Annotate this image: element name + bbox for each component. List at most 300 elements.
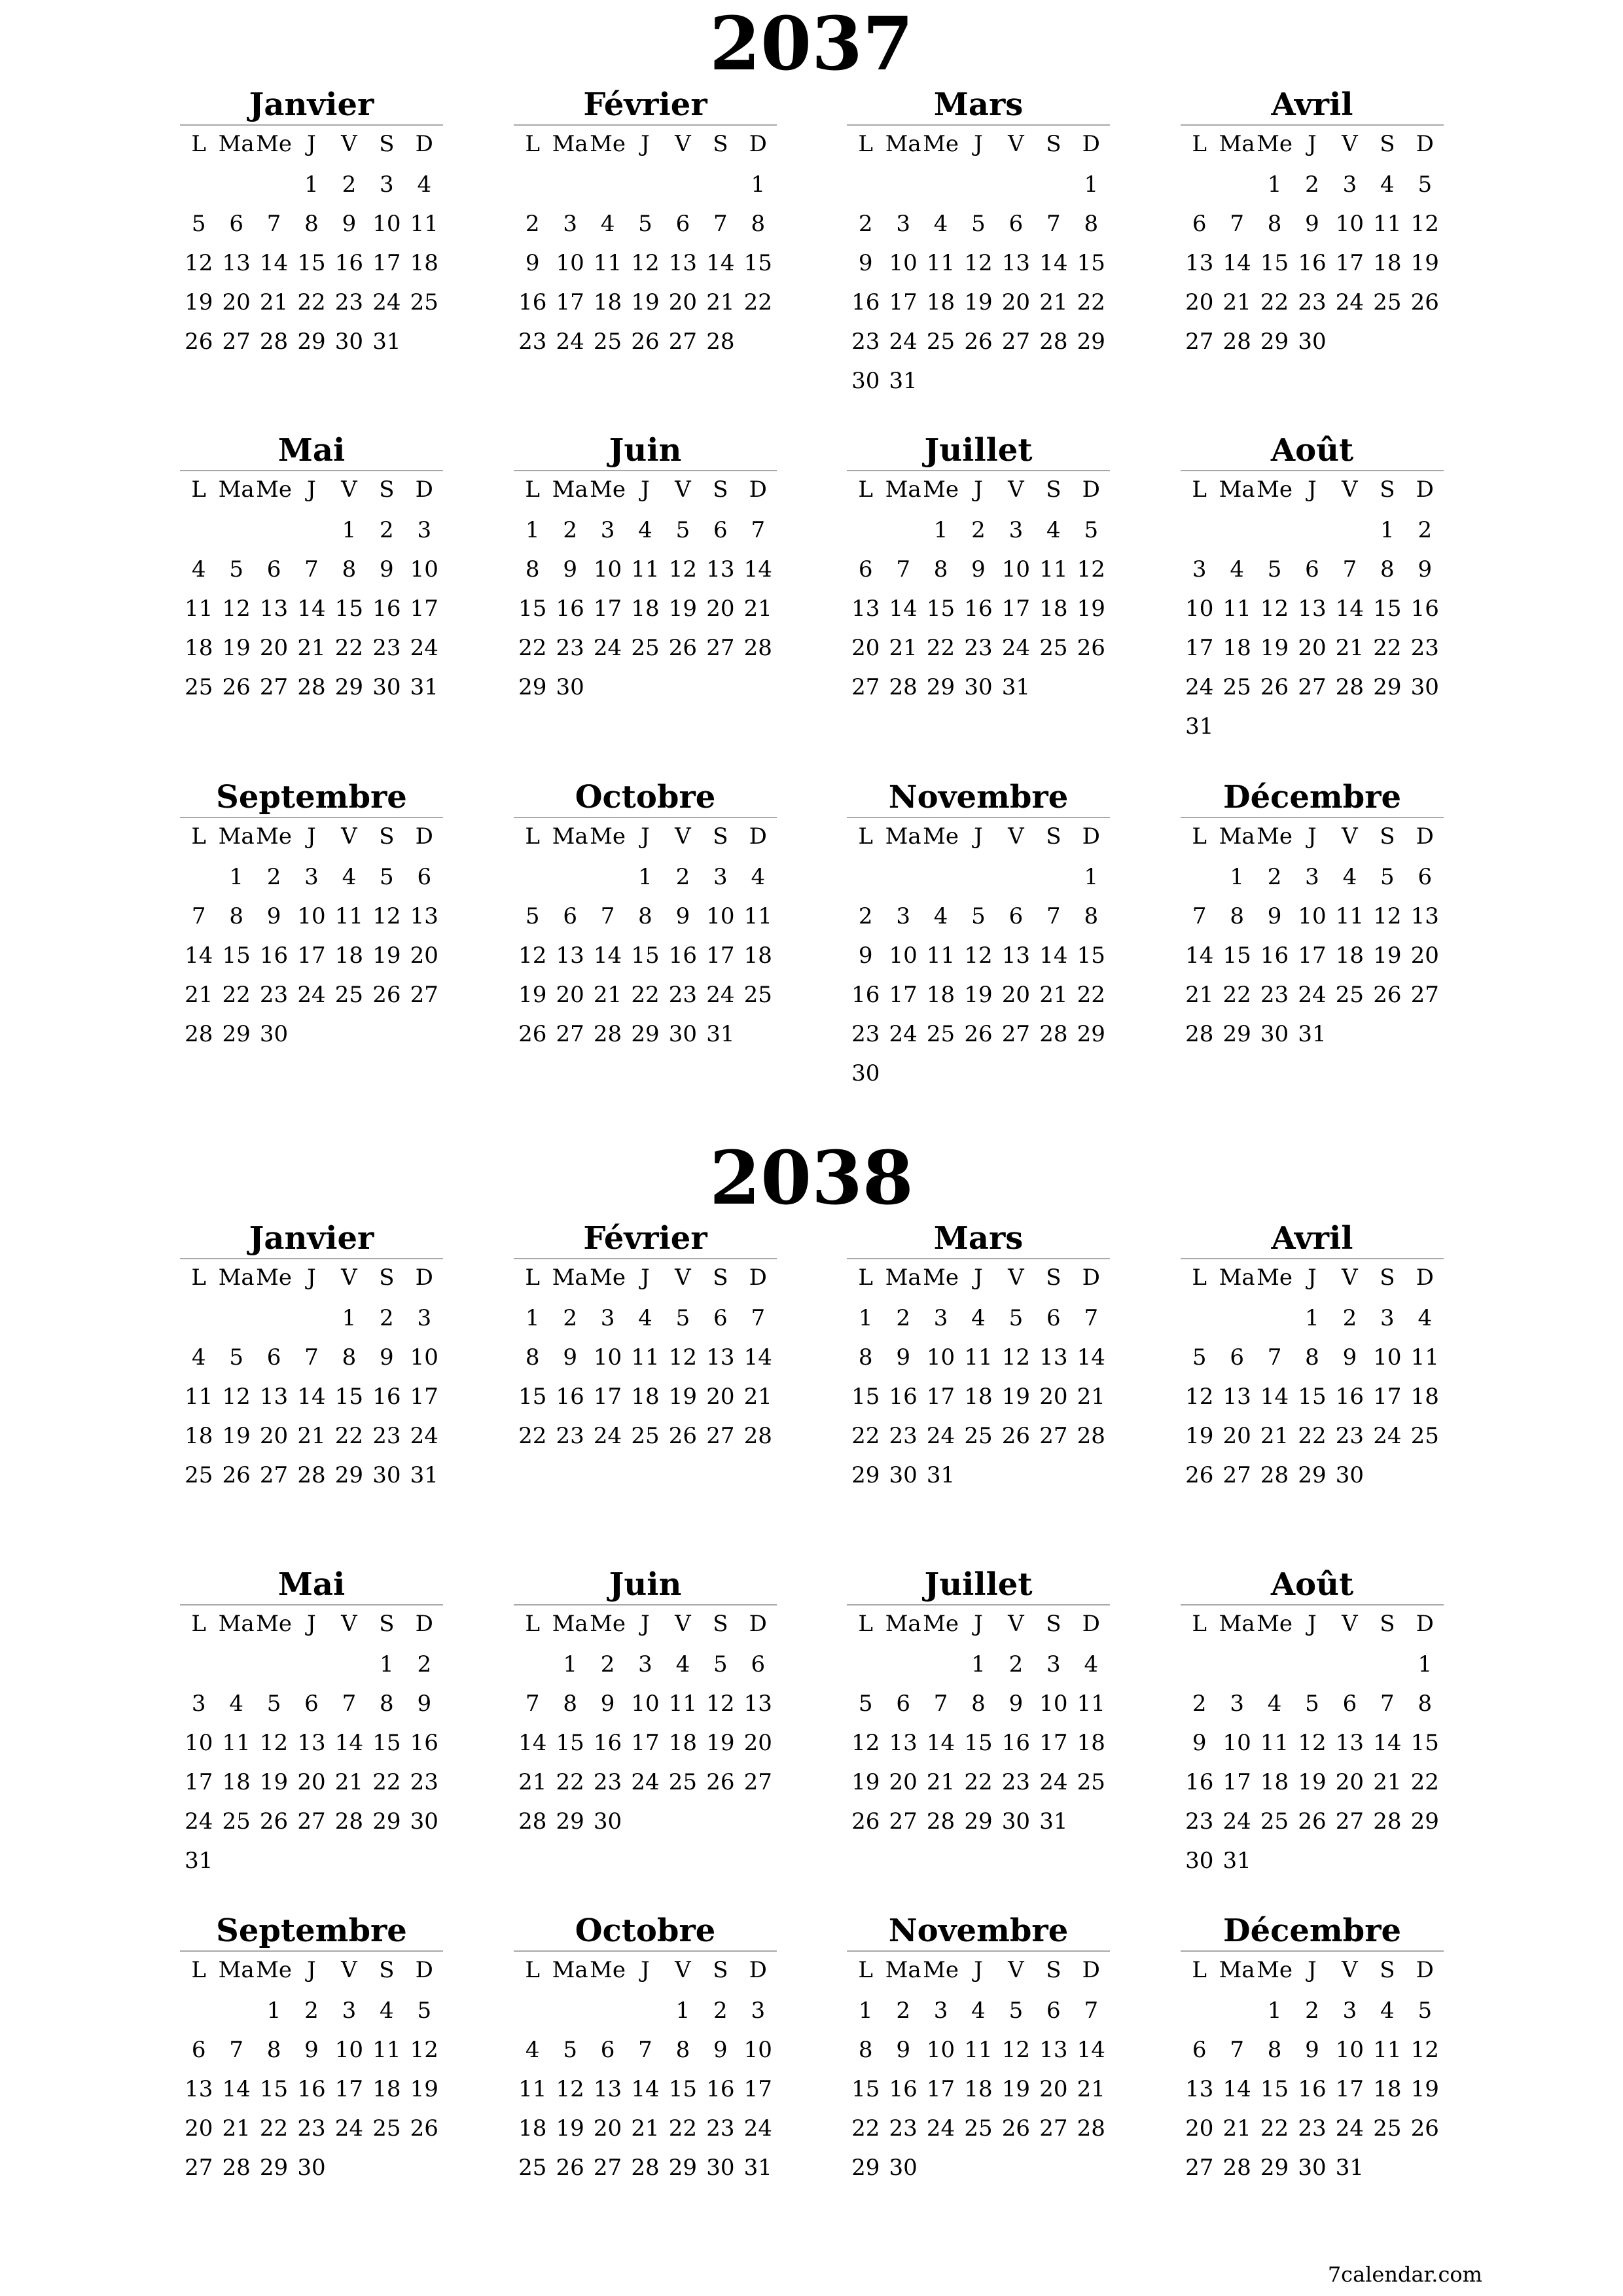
day-cell: 27 — [1039, 1423, 1068, 1449]
day-cell: 13 — [593, 2076, 622, 2102]
weekday-header: J — [974, 1611, 983, 1637]
day-cell: 23 — [851, 1021, 880, 1047]
day-cell: 10 — [372, 211, 401, 237]
day-cell: 3 — [1342, 1998, 1357, 2024]
day-cell: 22 — [1077, 289, 1105, 315]
month-block — [514, 1911, 777, 2187]
day-cell: 9 — [563, 1344, 577, 1371]
day-cell: 11 — [743, 903, 772, 929]
day-cell: 28 — [926, 1808, 955, 1835]
empty-day-cell — [589, 1991, 626, 2030]
weekday-header: L — [1192, 1611, 1207, 1637]
day-cell: 30 — [410, 1808, 438, 1835]
day-cell: 4 — [1046, 517, 1061, 543]
weekday-header: S — [1380, 1265, 1395, 1291]
day-cell: 13 — [259, 1384, 289, 1410]
day-cell: 4 — [600, 211, 615, 237]
day-cell: 25 — [631, 635, 660, 661]
day-cell: 1 — [858, 1998, 873, 2024]
day-cell: 6 — [1046, 1998, 1061, 2024]
day-cell: 12 — [964, 250, 993, 276]
weekday-header: Ma — [218, 1611, 255, 1637]
day-cell: 2 — [600, 1651, 615, 1677]
day-cell: 17 — [334, 2076, 364, 2102]
day-cell: 8 — [342, 1344, 357, 1371]
weekday-header: Me — [923, 1265, 959, 1291]
day-cell: 16 — [556, 596, 584, 622]
weekday-header: Ma — [218, 1957, 255, 1983]
weekday-header: J — [1308, 1957, 1317, 1983]
day-cell: 8 — [1084, 903, 1099, 929]
day-cell: 6 — [1046, 1305, 1061, 1331]
month-block — [1181, 1911, 1444, 2187]
day-cell: 8 — [525, 556, 540, 583]
day-cell: 8 — [675, 2037, 690, 2063]
day-cell: 20 — [222, 289, 251, 315]
day-cell: 16 — [1298, 2076, 1327, 2102]
day-cell: 8 — [266, 2037, 281, 2063]
day-cell: 23 — [372, 1423, 401, 1449]
day-cell: 27 — [1185, 2155, 1214, 2181]
day-cell: 30 — [1260, 1021, 1289, 1047]
day-cell: 1 — [971, 1651, 986, 1677]
day-cell: 6 — [713, 517, 728, 543]
month-name: Mars — [933, 86, 1024, 123]
weekday-header: Me — [923, 823, 959, 850]
empty-day-cell — [959, 857, 997, 897]
day-cell: 10 — [1373, 1344, 1402, 1371]
weekday-header: L — [191, 476, 206, 503]
day-cell: 18 — [926, 289, 955, 315]
empty-day-cell — [1218, 1645, 1255, 1684]
day-cell: 29 — [556, 1808, 584, 1835]
day-cell: 22 — [668, 2115, 698, 2142]
day-cell: 17 — [1001, 596, 1031, 622]
day-cell: 1 — [229, 864, 243, 890]
weekday-header: Ma — [885, 476, 921, 503]
day-cell: 3 — [600, 1305, 615, 1331]
day-cell: 20 — [1001, 982, 1031, 1008]
day-cell: 18 — [1410, 1384, 1439, 1410]
empty-day-cell — [1181, 1645, 1218, 1684]
day-cell: 24 — [297, 982, 326, 1008]
weekday-header: V — [341, 1957, 357, 1983]
day-cell: 4 — [971, 1305, 986, 1331]
day-cell: 14 — [1222, 2076, 1251, 2102]
month-name: Février — [583, 86, 707, 123]
month-block — [180, 1911, 443, 2187]
day-cell: 20 — [1222, 1423, 1251, 1449]
weekday-header: L — [1192, 131, 1207, 157]
day-cell: 11 — [1077, 1691, 1105, 1717]
day-cell: 29 — [1410, 1808, 1439, 1835]
empty-day-cell — [997, 857, 1035, 897]
empty-day-cell — [551, 165, 588, 204]
weekday-header: D — [415, 823, 433, 850]
day-cell: 31 — [1001, 674, 1031, 700]
weekday-header: V — [1008, 476, 1024, 503]
day-cell: 13 — [1001, 250, 1031, 276]
day-cell: 3 — [380, 171, 394, 198]
day-cell: 25 — [518, 2155, 547, 2181]
day-cell: 7 — [751, 517, 766, 543]
month-block — [1181, 778, 1444, 1054]
day-cell: 7 — [713, 211, 728, 237]
day-cell: 17 — [593, 596, 622, 622]
day-cell: 5 — [525, 903, 540, 929]
day-cell: 17 — [889, 289, 918, 315]
day-cell: 27 — [1001, 1021, 1031, 1047]
month-block — [180, 1219, 443, 1495]
day-cell: 20 — [1039, 2076, 1068, 2102]
day-cell: 2 — [896, 1305, 910, 1331]
day-cell: 11 — [1260, 1730, 1289, 1756]
empty-day-cell — [1035, 857, 1072, 897]
empty-day-cell — [847, 1645, 884, 1684]
day-cell: 10 — [889, 250, 918, 276]
month-block — [514, 1565, 777, 1841]
day-cell: 24 — [593, 635, 622, 661]
weekday-header: Me — [1257, 476, 1293, 503]
day-cell: 25 — [372, 2115, 401, 2142]
day-cell: 18 — [668, 1730, 698, 1756]
month-name: Novembre — [888, 1912, 1069, 1949]
day-cell: 25 — [668, 1769, 698, 1795]
weekday-header: D — [415, 1957, 433, 1983]
day-cell: 25 — [410, 289, 438, 315]
weekday-header: D — [415, 476, 433, 503]
day-cell: 4 — [638, 517, 652, 543]
day-cell: 28 — [1373, 1808, 1402, 1835]
day-cell: 18 — [334, 942, 364, 969]
day-cell: 2 — [1008, 1651, 1024, 1677]
weekday-header: V — [675, 1957, 691, 1983]
day-cell: 21 — [1185, 982, 1214, 1008]
day-cell: 19 — [185, 289, 213, 315]
day-cell: 4 — [1267, 1691, 1282, 1717]
day-cell: 12 — [556, 2076, 584, 2102]
weekday-header: J — [1308, 1265, 1317, 1291]
empty-day-cell — [1218, 511, 1255, 550]
day-cell: 23 — [1298, 289, 1327, 315]
day-cell: 28 — [1185, 1021, 1214, 1047]
day-cell: 23 — [1185, 1808, 1214, 1835]
day-cell: 5 — [1008, 1998, 1024, 2024]
day-cell: 11 — [926, 250, 955, 276]
day-cell: 7 — [751, 1305, 766, 1331]
day-cell: 18 — [518, 2115, 547, 2142]
day-cell: 6 — [266, 556, 281, 583]
day-cell: 5 — [1192, 1344, 1207, 1371]
day-cell: 21 — [889, 635, 918, 661]
day-cell: 3 — [1230, 1691, 1244, 1717]
day-cell: 7 — [1046, 903, 1061, 929]
empty-day-cell — [589, 857, 626, 897]
day-cell: 12 — [668, 1344, 698, 1371]
weekday-header: D — [415, 1265, 433, 1291]
day-cell: 16 — [851, 982, 880, 1008]
day-cell: 25 — [926, 329, 955, 355]
day-cell: 7 — [304, 1344, 319, 1371]
day-grid — [180, 818, 443, 1054]
weekday-header: S — [713, 1265, 728, 1291]
empty-day-cell — [959, 165, 997, 204]
weekday-header: Me — [590, 823, 626, 850]
weekday-header: D — [749, 476, 767, 503]
day-cell: 29 — [851, 1462, 880, 1488]
weekday-header: Ma — [552, 476, 588, 503]
day-cell: 20 — [259, 635, 289, 661]
weekday-header: V — [1008, 1265, 1024, 1291]
day-cell: 18 — [964, 2076, 993, 2102]
weekday-header: S — [713, 476, 728, 503]
day-cell: 18 — [631, 596, 660, 622]
day-cell: 29 — [1260, 2155, 1289, 2181]
weekday-header: L — [1192, 1957, 1207, 1983]
day-cell: 20 — [889, 1769, 918, 1795]
day-cell: 22 — [518, 635, 547, 661]
day-cell: 18 — [1335, 942, 1364, 969]
day-cell: 9 — [380, 556, 394, 583]
day-cell: 12 — [1410, 211, 1439, 237]
weekday-header: L — [858, 131, 873, 157]
day-cell: 8 — [933, 556, 948, 583]
day-cell: 30 — [593, 1808, 622, 1835]
day-cell: 14 — [222, 2076, 251, 2102]
day-cell: 9 — [858, 942, 873, 969]
day-cell: 17 — [410, 1384, 438, 1410]
day-cell: 20 — [1001, 289, 1031, 315]
day-cell: 20 — [851, 635, 880, 661]
weekday-header: Me — [1257, 1611, 1293, 1637]
weekday-header: S — [1046, 476, 1061, 503]
day-cell: 22 — [222, 982, 251, 1008]
empty-day-cell — [1181, 857, 1218, 897]
day-cell: 9 — [1008, 1691, 1024, 1717]
weekday-header: S — [713, 823, 728, 850]
day-cell: 2 — [896, 1998, 910, 2024]
month-block — [847, 778, 1110, 1093]
weekday-header: Me — [590, 1611, 626, 1637]
day-cell: 12 — [1410, 2037, 1439, 2063]
weekday-header: J — [307, 476, 316, 503]
day-cell: 27 — [556, 1021, 584, 1047]
day-cell: 24 — [889, 329, 918, 355]
day-cell: 7 — [638, 2037, 652, 2063]
day-cell: 22 — [964, 1769, 993, 1795]
month-name: Mai — [277, 432, 346, 469]
weekday-header: J — [641, 131, 650, 157]
day-cell: 28 — [518, 1808, 547, 1835]
day-cell: 3 — [933, 1305, 948, 1331]
day-cell: 4 — [191, 1344, 206, 1371]
day-cell: 29 — [297, 329, 326, 355]
month-name: Août — [1270, 1566, 1354, 1603]
day-cell: 16 — [889, 2076, 918, 2102]
weekday-header: L — [525, 131, 540, 157]
day-cell: 9 — [380, 1344, 394, 1371]
day-cell: 19 — [1410, 250, 1439, 276]
day-cell: 14 — [926, 1730, 955, 1756]
day-cell: 14 — [1039, 942, 1068, 969]
day-cell: 25 — [964, 1423, 993, 1449]
day-cell: 26 — [372, 982, 401, 1008]
day-cell: 28 — [593, 1021, 622, 1047]
weekday-header: J — [641, 476, 650, 503]
day-cell: 17 — [593, 1384, 622, 1410]
day-cell: 3 — [1008, 517, 1024, 543]
day-grid — [847, 471, 1110, 707]
day-cell: 24 — [926, 1423, 955, 1449]
day-cell: 22 — [518, 1423, 547, 1449]
day-cell: 6 — [1230, 1344, 1244, 1371]
weekday-header: Me — [923, 1957, 959, 1983]
day-cell: 10 — [926, 1344, 955, 1371]
day-cell: 2 — [858, 903, 873, 929]
footer-site-label[interactable]: 7calendar.com — [1327, 2262, 1482, 2287]
day-cell: 26 — [556, 2155, 584, 2181]
day-cell: 7 — [229, 2037, 243, 2063]
weekday-header: J — [641, 1957, 650, 1983]
day-grid — [514, 126, 777, 361]
day-cell: 20 — [593, 2115, 622, 2142]
day-cell: 11 — [1335, 903, 1364, 929]
weekday-header: S — [1046, 131, 1061, 157]
day-cell: 15 — [1260, 2076, 1289, 2102]
day-cell: 11 — [926, 942, 955, 969]
day-grid — [180, 126, 443, 361]
day-cell: 12 — [1001, 2037, 1031, 2063]
day-grid — [1181, 126, 1444, 361]
day-cell: 19 — [222, 1423, 251, 1449]
day-cell: 26 — [1001, 2115, 1031, 2142]
weekday-header: S — [1046, 1957, 1061, 1983]
weekday-header: V — [675, 823, 691, 850]
weekday-header: S — [1046, 1265, 1061, 1291]
day-cell: 13 — [1185, 2076, 1214, 2102]
day-cell: 28 — [297, 1462, 326, 1488]
weekday-header: Ma — [218, 1265, 255, 1291]
day-cell: 16 — [1410, 596, 1439, 622]
day-cell: 1 — [1230, 864, 1244, 890]
weekday-header: L — [191, 1265, 206, 1291]
day-cell: 16 — [556, 1384, 584, 1410]
day-cell: 23 — [556, 635, 584, 661]
weekday-header: D — [1416, 476, 1434, 503]
day-cell: 14 — [1077, 2037, 1105, 2063]
day-cell: 11 — [1373, 211, 1402, 237]
day-cell: 26 — [1298, 1808, 1327, 1835]
day-cell: 28 — [1039, 1021, 1068, 1047]
day-cell: 17 — [1039, 1730, 1068, 1756]
day-cell: 3 — [191, 1691, 206, 1717]
day-cell: 5 — [638, 211, 652, 237]
day-cell: 18 — [1373, 2076, 1402, 2102]
day-cell: 10 — [410, 1344, 438, 1371]
day-cell: 14 — [297, 1384, 326, 1410]
day-cell: 26 — [185, 329, 213, 355]
day-cell: 28 — [185, 1021, 213, 1047]
day-cell: 26 — [631, 329, 660, 355]
day-cell: 2 — [971, 517, 986, 543]
weekday-header: D — [1416, 1611, 1434, 1637]
day-cell: 5 — [1267, 556, 1282, 583]
weekday-header: V — [1342, 131, 1358, 157]
day-cell: 5 — [971, 903, 986, 929]
day-cell: 11 — [631, 556, 660, 583]
weekday-header: Ma — [218, 823, 255, 850]
weekday-header: S — [1380, 131, 1395, 157]
day-cell: 1 — [525, 1305, 540, 1331]
weekday-header: L — [858, 1611, 873, 1637]
day-cell: 29 — [1077, 1021, 1105, 1047]
empty-day-cell — [884, 1645, 921, 1684]
day-cell: 13 — [259, 596, 289, 622]
day-cell: 2 — [1418, 517, 1433, 543]
month-name: Janvier — [249, 1220, 374, 1257]
day-cell: 30 — [889, 1462, 918, 1488]
day-cell: 2 — [1192, 1691, 1207, 1717]
empty-day-cell — [217, 511, 255, 550]
day-cell: 6 — [858, 556, 873, 583]
empty-day-cell — [217, 165, 255, 204]
day-cell: 3 — [713, 864, 728, 890]
day-cell: 16 — [851, 289, 880, 315]
day-cell: 23 — [297, 2115, 326, 2142]
day-cell: 18 — [1373, 250, 1402, 276]
day-cell: 24 — [410, 1423, 438, 1449]
day-cell: 19 — [706, 1730, 735, 1756]
weekday-header: V — [341, 823, 357, 850]
day-cell: 30 — [259, 1021, 289, 1047]
day-cell: 14 — [889, 596, 918, 622]
day-cell: 10 — [1039, 1691, 1068, 1717]
day-cell: 28 — [1077, 1423, 1105, 1449]
day-cell: 20 — [410, 942, 438, 969]
day-cell: 19 — [518, 982, 547, 1008]
day-cell: 15 — [1260, 250, 1289, 276]
weekday-header: Me — [256, 1957, 293, 1983]
weekday-header: L — [525, 476, 540, 503]
day-cell: 1 — [266, 1998, 281, 2024]
day-cell: 30 — [851, 368, 880, 394]
empty-day-cell — [1256, 1299, 1293, 1338]
month-block — [180, 85, 443, 361]
weekday-header: J — [974, 131, 983, 157]
day-cell: 4 — [638, 1305, 652, 1331]
weekday-header: Ma — [218, 131, 255, 157]
day-cell: 23 — [334, 289, 364, 315]
day-cell: 9 — [1192, 1730, 1207, 1756]
day-cell: 30 — [1298, 329, 1327, 355]
day-cell: 15 — [743, 250, 772, 276]
day-cell: 12 — [668, 556, 698, 583]
month-name: Janvier — [249, 86, 374, 123]
day-cell: 24 — [556, 329, 584, 355]
day-cell: 2 — [1342, 1305, 1357, 1331]
month-name: Octobre — [575, 1912, 716, 1949]
day-cell: 22 — [1222, 982, 1251, 1008]
day-cell: 25 — [334, 982, 364, 1008]
empty-day-cell — [1218, 1991, 1255, 2030]
empty-day-cell — [217, 1645, 255, 1684]
day-cell: 29 — [259, 2155, 289, 2181]
weekday-header: J — [1308, 1611, 1317, 1637]
month-name: Septembre — [216, 1912, 407, 1949]
weekday-header: L — [191, 131, 206, 157]
weekday-header: J — [974, 476, 983, 503]
day-cell: 18 — [185, 1423, 213, 1449]
